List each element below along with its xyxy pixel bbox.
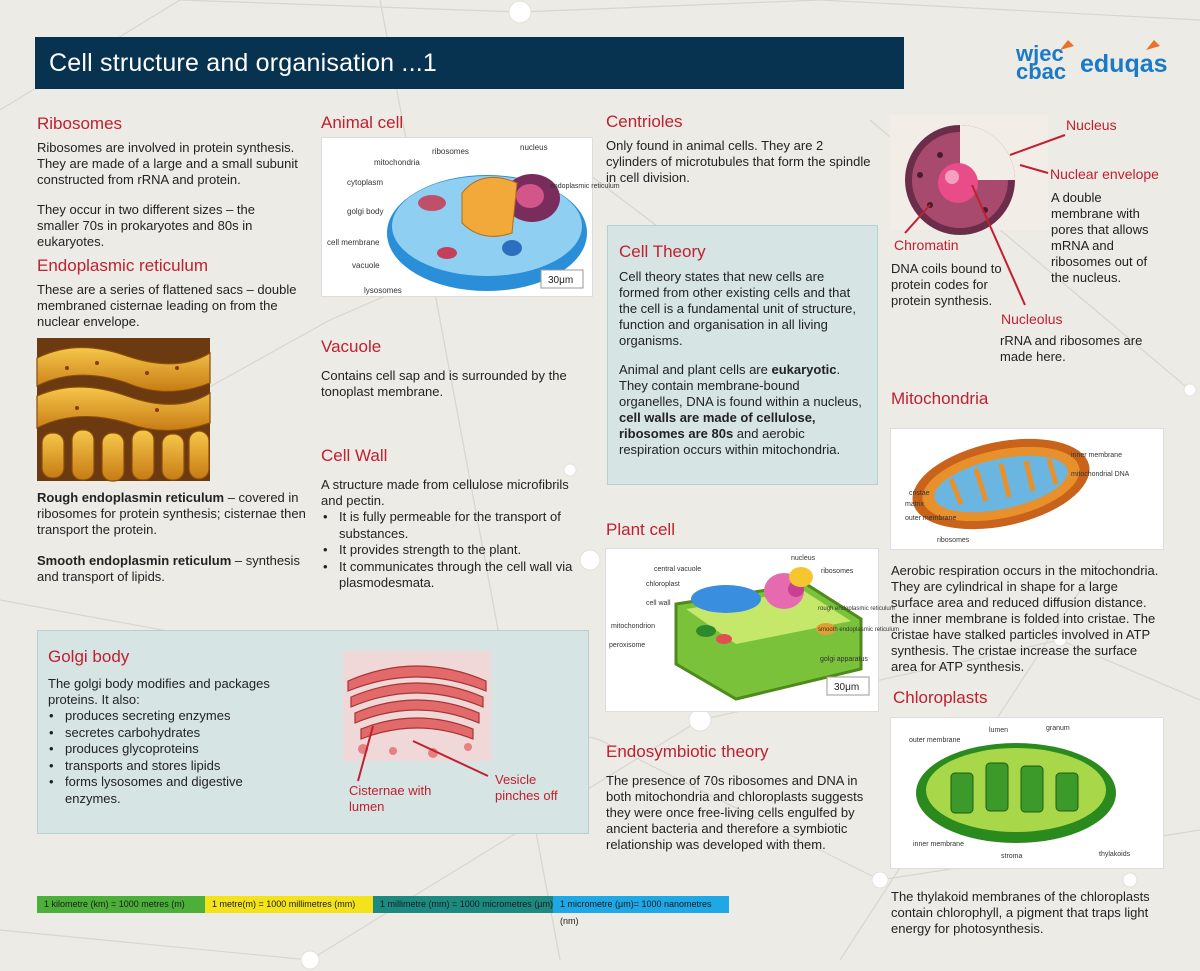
animal-label-er: endoplasmic reticulum (550, 183, 620, 190)
chloro-label-thylakoids: thylakoids (1099, 851, 1131, 858)
cell-wall-list (321, 509, 595, 592)
cell-wall-text: A structure made from cellulose microfibrils and pectin. (321, 477, 569, 508)
logo-flag-icons (1060, 38, 1160, 54)
ribosomes-text-2: They occur in two different sizes – the smaller 70s in prokaryotes and 80s in eukaryotes. (37, 202, 255, 249)
animal-label-golgi: golgi body (347, 207, 384, 216)
animal-cell-diagram (321, 137, 620, 297)
vacuole-heading: Vacuole (321, 337, 382, 356)
animal-cell-heading: Animal cell (321, 113, 404, 132)
plant-cell-heading: Plant cell (606, 520, 675, 539)
plant-label-mitochondrion: mitochondrion (611, 623, 655, 630)
list-item: • secretes carbohydrates (47, 725, 297, 742)
mito-label-outer: outer membrane (905, 515, 957, 522)
mito-label-matrix: matrix (905, 501, 925, 508)
endosymbiotic-heading: Endosymbiotic theory (606, 742, 769, 761)
cell-wall-heading: Cell Wall (321, 446, 388, 465)
nucleus-label: Nucleus (1066, 117, 1117, 133)
mito-label-cristae: cristae (909, 490, 930, 497)
animal-scale: 30μm (548, 275, 574, 286)
animal-label-vacuole: vacuole (352, 261, 380, 270)
chloro-label-outer: outer membrane (909, 737, 961, 744)
vacuole-text: Contains cell sap and is surrounded by the tonoplast membrane. (321, 368, 567, 399)
chromatin-label: Chromatin (894, 237, 959, 253)
chromatin-text: DNA coils bound to protein codes for protein synthesis. (891, 261, 1002, 308)
plant-scale: 30μm (834, 682, 860, 693)
plant-label-central-vacuole: central vacuole (654, 566, 702, 573)
mito-label-inner: inner membrane (1071, 452, 1122, 459)
chloroplast-diagram (890, 717, 1164, 869)
nuclear-envelope-label: Nuclear envelope (1050, 166, 1159, 182)
unit-um: 1 micrometre (μm)= 1000 nanometres (nm) (553, 896, 729, 913)
plant-label-chloroplast: chloroplast (646, 581, 680, 588)
vesicle-label: Vesicle pinches off (495, 772, 558, 803)
wjec-cbac-logo: wjec cbac (1016, 41, 1067, 84)
list-item: • It is fully permeable for the transport of substances. (321, 509, 595, 542)
plant-label-peroxisome: peroxisome (609, 642, 646, 649)
list-item: • produces secreting enzymes (47, 708, 297, 725)
title-bar (35, 37, 904, 89)
plant-cell-diagram (605, 548, 900, 712)
chloro-label-lumen: lumen (989, 727, 1009, 734)
nucleolus-text: rRNA and ribosomes are made here. (1000, 333, 1143, 364)
chloro-label-stroma: stroma (1001, 853, 1023, 860)
centrioles-heading: Centrioles (606, 112, 683, 131)
mitochondria-text: Aerobic respiration occurs in the mitochondria. They are cylindrical in shape for a large surface area and reduced diffusion distance. the inner membrane is folded into cristae. The cristae have stalked particles involved in ATP synthesis. The cristae increase the surface area for ATP synthesis. (891, 563, 1159, 674)
animal-label-cytoplasm: cytoplasm (347, 178, 384, 187)
chloro-label-granum: granum (1046, 725, 1070, 732)
golgi-heading: Golgi body (48, 647, 130, 666)
chloroplasts-heading: Chloroplasts (893, 688, 988, 707)
plant-label-cell-wall: cell wall (646, 600, 671, 607)
animal-label-mitochondria: mitochondria (374, 158, 420, 167)
centrioles-text: Only found in animal cells. They are 2 cylinders of microtubules that form the spindle in cell division. (606, 138, 871, 185)
golgi-panel (37, 630, 589, 834)
animal-label-membrane: cell membrane (327, 238, 380, 247)
animal-label-nucleus: nucleus (520, 143, 548, 152)
mito-label-dna: mitochondrial DNA (1071, 471, 1130, 478)
list-item: • forms lysosomes and digestive enzymes. (47, 774, 297, 807)
cell-theory-text-1: Cell theory states that new cells are formed from other existing cells and that the cell is a fundamental unit of structure, function and organisation in all living organisms. (619, 269, 857, 348)
cell-theory-heading: Cell Theory (619, 242, 706, 261)
plant-label-rough-er: rough endoplasmic reticulum (818, 606, 895, 612)
unit-km: 1 kilometre (km) = 1000 metres (m) (37, 896, 205, 913)
cell-theory-panel (607, 225, 878, 485)
rough-er-text: Rough endoplasmin reticulum – covered in ribosomes for protein synthesis; cisternae then transport the protein. (37, 490, 306, 537)
cisternae-label: Cisternae with lumen (349, 783, 432, 814)
unit-mm: 1 millimetre (mm) = 1000 micrometres (μm) (373, 896, 553, 913)
chloroplasts-text: The thylakoid membranes of the chloroplasts contain chlorophyll, a pigment that traps light energy for photosynthesis. (891, 889, 1150, 936)
mito-label-ribosomes: ribosomes (937, 537, 970, 544)
endosymbiotic-text: The presence of 70s ribosomes and DNA in both mitochondria and chloroplasts suggests they were once free-living cells engulfed by ancient bacteria and therefore a symbiotic relationship was developed with them. (606, 773, 864, 852)
golgi-intro: The golgi body modifies and packages proteins. It also: (48, 676, 270, 707)
er-image (37, 338, 210, 481)
ribosomes-text-1: Ribosomes are involved in protein synthesis. They are made of a large and a small subunit constructed from rRNA and protein. (37, 140, 298, 187)
chloro-label-inner: inner membrane (913, 841, 964, 848)
nuclear-envelope-text: A double membrane with pores that allows mRNA and ribosomes out of the nucleus. (1051, 190, 1149, 285)
mitochondria-diagram (890, 428, 1164, 550)
plant-label-ribosomes: ribosomes (821, 568, 854, 575)
animal-label-lysosomes: lysosomes (364, 286, 402, 295)
list-item: • It communicates through the cell wall via plasmodesmata. (321, 559, 595, 592)
plant-label-smooth-er: smooth endoplasmic reticulum (818, 627, 900, 633)
plant-label-golgi: golgi apparatus (820, 656, 868, 663)
smooth-er-text: Smooth endoplasmin reticulum – synthesis and transport of lipids. (37, 553, 300, 584)
plant-label-nucleus: nucleus (791, 555, 816, 562)
list-item: • produces glycoproteins (47, 741, 297, 758)
animal-label-ribosomes: ribosomes (432, 147, 469, 156)
cell-theory-text-2: Animal and plant cells are eukaryotic. They contain membrane-bound organelles, DNA is found within a nucleus, cell walls are made of cellulose, ribosomes are 80s and aerobic respiration occurs within mitochondria. (619, 362, 862, 457)
list-item: • transports and stores lipids (47, 758, 297, 775)
er-heading: Endoplasmic reticulum (37, 256, 209, 275)
eduqas-logo: eduqas (1080, 50, 1168, 78)
golgi-list (47, 708, 297, 807)
page-title: Cell structure and organisation ...1 (49, 49, 437, 77)
ribosomes-heading: Ribosomes (37, 114, 123, 133)
er-text: These are a series of flattened sacs – double membraned cisternae leading on from the nuclear envelope. (37, 282, 297, 329)
list-item: • It provides strength to the plant. (321, 542, 595, 559)
mitochondria-heading: Mitochondria (891, 389, 989, 408)
nucleolus-label: Nucleolus (1001, 311, 1063, 327)
unit-m: 1 metre(m) = 1000 millimetres (mm) (205, 896, 373, 913)
